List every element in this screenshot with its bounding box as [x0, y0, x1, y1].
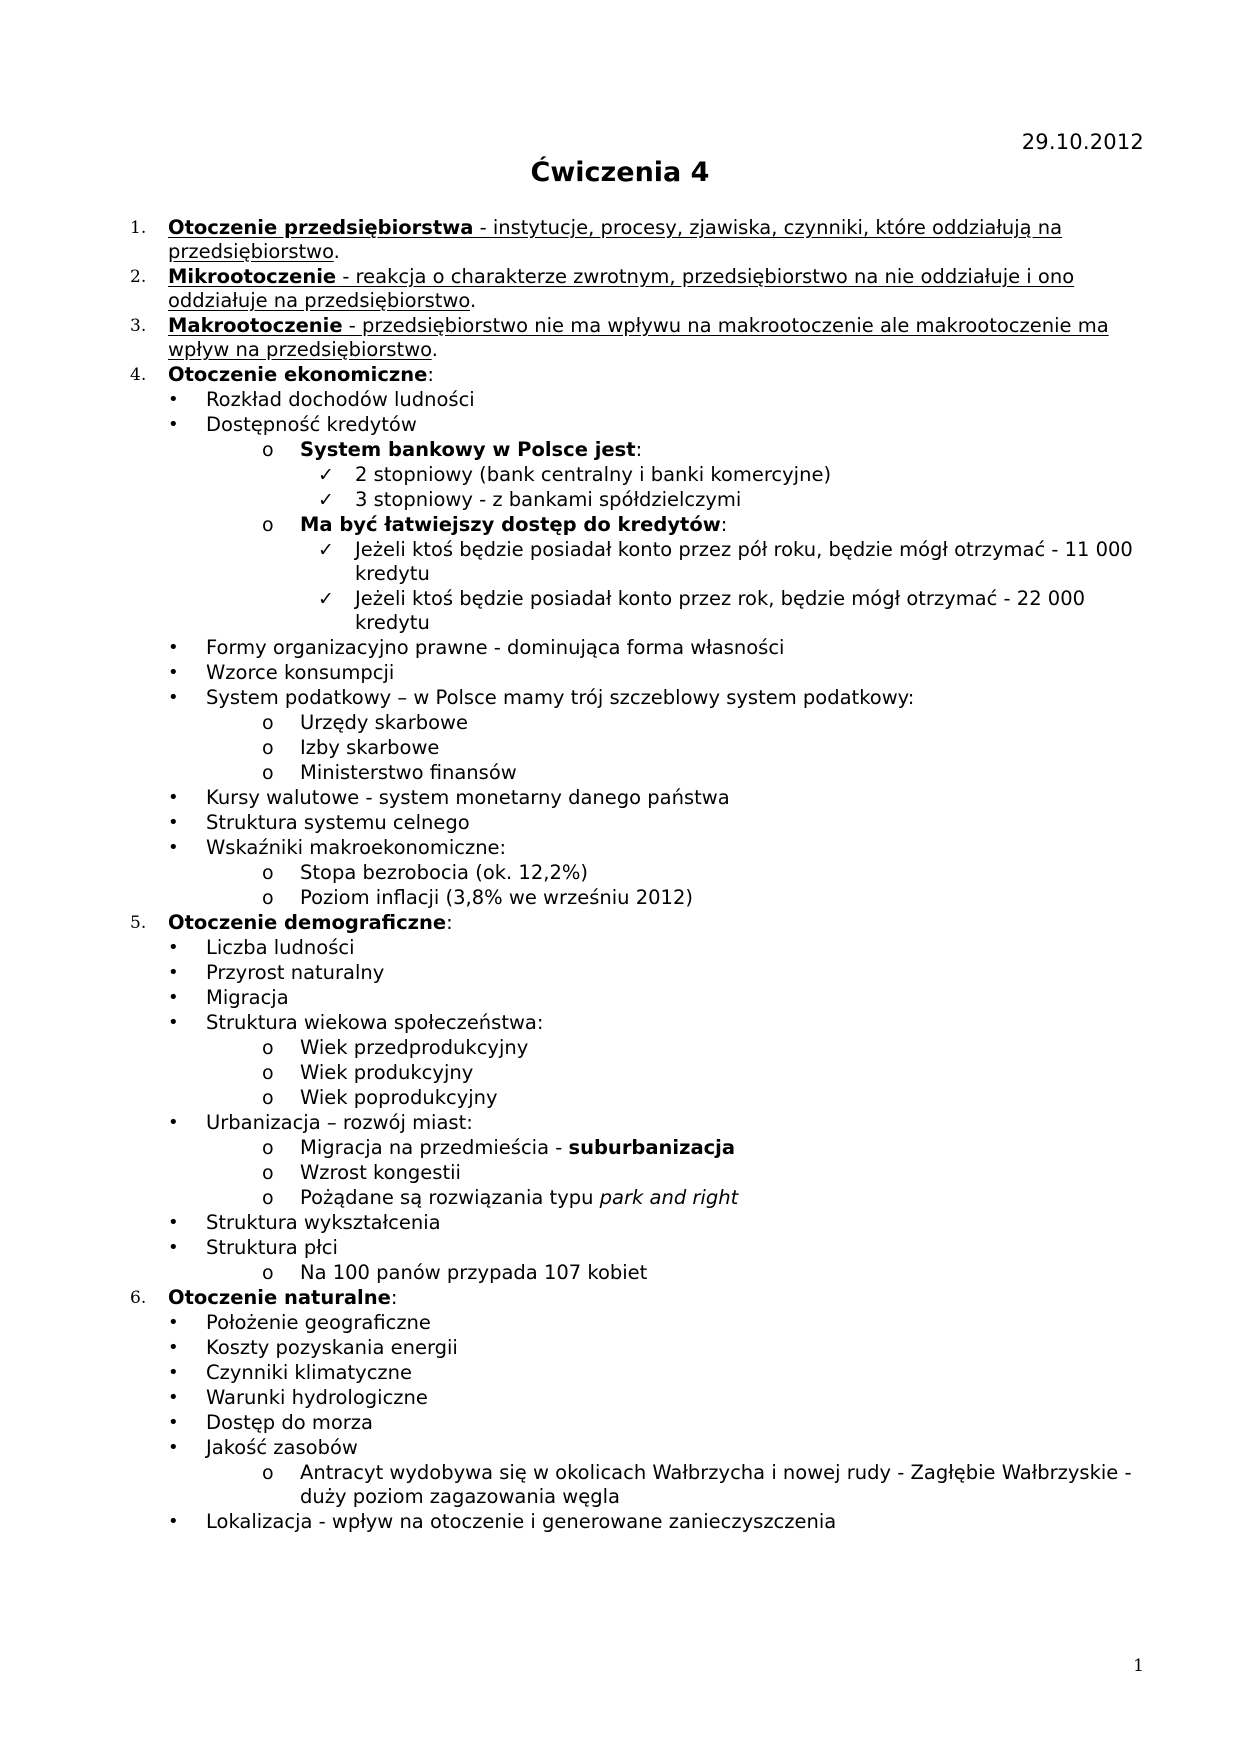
- checkmark-icon: ✓: [318, 464, 334, 486]
- bullet-icon: •: [168, 1362, 179, 1383]
- sub-text: System bankowy w Polsce jest: [300, 438, 636, 461]
- punctuation: .: [431, 338, 438, 361]
- bullet-text: Jakość zasobów: [206, 1436, 358, 1459]
- bullet-item: [130, 1436, 1140, 1460]
- term: Makrootoczenie: [168, 314, 343, 337]
- circle-bullet-icon: o: [262, 762, 274, 784]
- section-title: Otoczenie naturalne: [168, 1286, 391, 1309]
- list-item: [130, 314, 1140, 362]
- bullet-item: [130, 836, 1140, 860]
- circle-bullet-icon: o: [262, 1137, 274, 1159]
- definition-text: [168, 265, 1074, 312]
- bullet-icon: •: [168, 637, 179, 658]
- document-title: Ćwiczenia 4: [530, 157, 710, 188]
- bullet-icon: •: [168, 662, 179, 683]
- bullet-text: Położenie geograficzne: [206, 1311, 431, 1334]
- bullet-icon: •: [168, 837, 179, 858]
- sub-text: Ma być łatwiejszy dostęp do kredytów: [300, 513, 721, 536]
- bullet-item: [130, 1211, 1140, 1235]
- bullet-icon: •: [168, 1412, 179, 1433]
- punctuation: :: [446, 911, 453, 934]
- sub-item: [130, 861, 1140, 885]
- bullet-text: Struktura systemu celnego: [206, 811, 470, 834]
- bullet-item: [130, 686, 1140, 710]
- circle-bullet-icon: o: [262, 1087, 274, 1109]
- bullet-text: Struktura płci: [206, 1236, 338, 1259]
- item-number: 1.: [130, 218, 147, 238]
- circle-bullet-icon: o: [262, 1262, 274, 1284]
- definition: - instytucje, procesy, zjawiska, czynniki, które oddziałują na przedsiębiorstwo: [168, 216, 1063, 263]
- bullet-text: Wzorce konsumpcji: [206, 661, 395, 684]
- sub-item: [130, 1261, 1140, 1285]
- bullet-text: Struktura wiekowa społeczeństwa:: [206, 1011, 544, 1034]
- bullet-text: Warunki hydrologiczne: [206, 1386, 428, 1409]
- section-heading: [130, 1286, 1140, 1310]
- list-item: [130, 216, 1140, 264]
- bullet-icon: •: [168, 962, 179, 983]
- sub-item: [130, 1161, 1140, 1185]
- bullet-text: Wskaźniki makroekonomiczne:: [206, 836, 507, 859]
- bullet-item: [130, 1386, 1140, 1410]
- punctuation: .: [469, 289, 477, 312]
- sub-text: Stopa bezrobocia (ok. 12,2%): [300, 861, 588, 884]
- circle-bullet-icon: o: [262, 887, 274, 909]
- bullet-icon: •: [168, 787, 179, 808]
- document-body: [130, 216, 1140, 1535]
- punctuation: :: [427, 363, 434, 386]
- bullet-icon: •: [168, 1237, 179, 1258]
- section-heading: [130, 911, 1140, 935]
- bullet-item: [130, 811, 1140, 835]
- sub-text: Wiek przedprodukcyjny: [300, 1036, 529, 1059]
- document-date: 29.10.2012: [1021, 130, 1144, 154]
- sub-text: Urzędy skarbowe: [300, 711, 468, 734]
- italic-term: park and right: [599, 1186, 739, 1209]
- check-item: [130, 538, 1140, 586]
- circle-bullet-icon: o: [262, 712, 274, 734]
- circle-bullet-icon: o: [262, 1162, 274, 1184]
- sub-item: [130, 1136, 1140, 1160]
- bullet-icon: •: [168, 987, 179, 1008]
- circle-bullet-icon: o: [262, 862, 274, 884]
- bullet-text: System podatkowy – w Polsce mamy trój szczeblowy system podatkowy:: [206, 686, 915, 709]
- definition-text: [168, 314, 1109, 361]
- bullet-text: Liczba ludności: [206, 936, 355, 959]
- bullet-icon: •: [168, 1212, 179, 1233]
- bullet-icon: •: [168, 812, 179, 833]
- check-item: [130, 587, 1140, 635]
- bullet-icon: •: [168, 1112, 179, 1133]
- sub-item: [130, 711, 1140, 735]
- bullet-item: [130, 986, 1140, 1010]
- bullet-item: [130, 1510, 1140, 1534]
- check-text: Jeżeli ktoś będzie posiadał konto przez pół roku, będzie mógł otrzymać - 11 000 kredytu: [355, 538, 1133, 585]
- item-number: 2.: [130, 267, 147, 287]
- bullet-icon: •: [168, 389, 179, 410]
- bullet-icon: •: [168, 937, 179, 958]
- sub-text: Na 100 panów przypada 107 kobiet: [300, 1261, 648, 1284]
- bullet-item: [130, 936, 1140, 960]
- bullet-item: [130, 1236, 1140, 1260]
- check-text: 2 stopniowy (bank centralny i banki komercyjne): [355, 463, 832, 486]
- punctuation: :: [390, 1286, 398, 1309]
- sub-item: [130, 736, 1140, 760]
- bullet-icon: •: [168, 1337, 179, 1358]
- sub-text: Ministerstwo finansów: [300, 761, 517, 784]
- bullet-icon: •: [168, 1511, 179, 1532]
- section-heading: [130, 363, 1140, 387]
- term: Mikrootoczenie: [168, 265, 337, 288]
- circle-bullet-icon: o: [262, 439, 274, 461]
- bullet-text: Urbanizacja – rozwój miast:: [206, 1111, 473, 1134]
- bullet-item: [130, 1361, 1140, 1385]
- check-text: 3 stopniowy - z bankami spółdzielczymi: [355, 488, 742, 511]
- bullet-item: [130, 1411, 1140, 1435]
- bullet-text: Lokalizacja - wpływ na otoczenie i generowane zanieczyszczenia: [206, 1510, 837, 1533]
- bullet-text: Przyrost naturalny: [206, 961, 385, 984]
- bullet-text: Czynniki klimatyczne: [206, 1361, 413, 1384]
- bullet-icon: •: [168, 687, 179, 708]
- checkmark-icon: ✓: [318, 539, 334, 561]
- bullet-text: Migracja: [206, 986, 289, 1009]
- punctuation: .: [333, 240, 340, 263]
- item-number: 4.: [130, 365, 147, 385]
- bullet-text: Kursy walutowe - system monetarny danego państwa: [206, 786, 730, 809]
- sub-text: Izby skarbowe: [300, 736, 440, 759]
- bullet-text: Rozkład dochodów ludności: [206, 388, 475, 411]
- bullet-item: [130, 786, 1140, 810]
- sub-item: [130, 1461, 1140, 1509]
- sub-item: [130, 1186, 1140, 1210]
- bullet-text: Formy organizacyjno prawne - dominująca forma własności: [206, 636, 785, 659]
- bullet-icon: •: [168, 1312, 179, 1333]
- bullet-item: [130, 388, 1140, 412]
- bullet-icon: •: [168, 1437, 179, 1458]
- section-title: Otoczenie demograficzne: [168, 911, 447, 934]
- bullet-text: Koszty pozyskania energii: [206, 1336, 458, 1359]
- sub-text: Wiek poprodukcyjny: [300, 1086, 498, 1109]
- sub-text: Wiek produkcyjny: [300, 1061, 474, 1084]
- bullet-icon: •: [168, 1387, 179, 1408]
- sub-text: Wzrost kongestii: [300, 1161, 461, 1184]
- check-item: [130, 463, 1140, 487]
- checkmark-icon: ✓: [318, 588, 334, 610]
- sub-item: [130, 1086, 1140, 1110]
- sub-text: Pożądane są rozwiązania typu: [300, 1186, 600, 1209]
- sub-text: Poziom inflacji (3,8% we wrześniu 2012): [300, 886, 693, 909]
- section-title: Otoczenie ekonomiczne: [168, 363, 428, 386]
- bullet-item: [130, 661, 1140, 685]
- sub-item: [130, 886, 1140, 910]
- circle-bullet-icon: o: [262, 514, 274, 536]
- emphasis-term: suburbanizacja: [568, 1136, 736, 1159]
- bullet-item: [130, 1336, 1140, 1360]
- bullet-item: [130, 636, 1140, 660]
- circle-bullet-icon: o: [262, 1462, 274, 1484]
- sub-item: o System bankowy w Polsce jest:: [262, 438, 643, 461]
- bullet-icon: •: [168, 1012, 179, 1033]
- item-number: 6.: [130, 1288, 147, 1308]
- check-text: Jeżeli ktoś będzie posiadał konto przez rok, będzie mógł otrzymać - 22 000 kredytu: [355, 587, 1086, 634]
- sub-text: Antracyt wydobywa się w okolicach Wałbrzycha i nowej rudy - Zagłębie Wałbrzyskie - duży poziom zagazowania węgla: [300, 1461, 1132, 1508]
- definition: - przedsiębiorstwo nie ma wpływu na makrootoczenie ale makrootoczenie ma wpływ na przedsiębiorstwo: [168, 314, 1109, 361]
- item-number: 5.: [130, 913, 147, 933]
- page-number: 1: [1133, 1656, 1144, 1676]
- definition: - reakcja o charakterze zwrotnym, przedsiębiorstwo na nie oddziałuje i ono oddziałuje na przedsiębiorstwo: [168, 265, 1075, 312]
- check-item: [130, 488, 1140, 512]
- bullet-text: Dostęp do morza: [206, 1411, 373, 1434]
- definition-text: [168, 216, 1062, 263]
- sub-item: [130, 1061, 1140, 1085]
- circle-bullet-icon: o: [262, 1187, 274, 1209]
- list-item: [130, 265, 1140, 313]
- bullet-item: [130, 1311, 1140, 1335]
- circle-bullet-icon: o: [262, 1062, 274, 1084]
- term: Otoczenie przedsiębiorstwa: [168, 216, 474, 239]
- bullet-item: [130, 961, 1140, 985]
- bullet-text: Dostępność kredytów: [206, 413, 417, 436]
- bullet-text: Struktura wykształcenia: [206, 1211, 441, 1234]
- circle-bullet-icon: o: [262, 737, 274, 759]
- bullet-item: [130, 1111, 1140, 1135]
- bullet-item: [130, 1011, 1140, 1035]
- sub-item: [130, 1036, 1140, 1060]
- sub-text: Migracja na przedmieścia -: [300, 1136, 569, 1159]
- sub-item: o Ma być łatwiejszy dostęp do kredytów:: [262, 513, 728, 536]
- sub-item: [130, 761, 1140, 785]
- bullet-icon: •: [168, 414, 179, 435]
- checkmark-icon: ✓: [318, 489, 334, 511]
- circle-bullet-icon: o: [262, 1037, 274, 1059]
- item-number: 3.: [130, 316, 147, 336]
- bullet-item: [130, 413, 1140, 437]
